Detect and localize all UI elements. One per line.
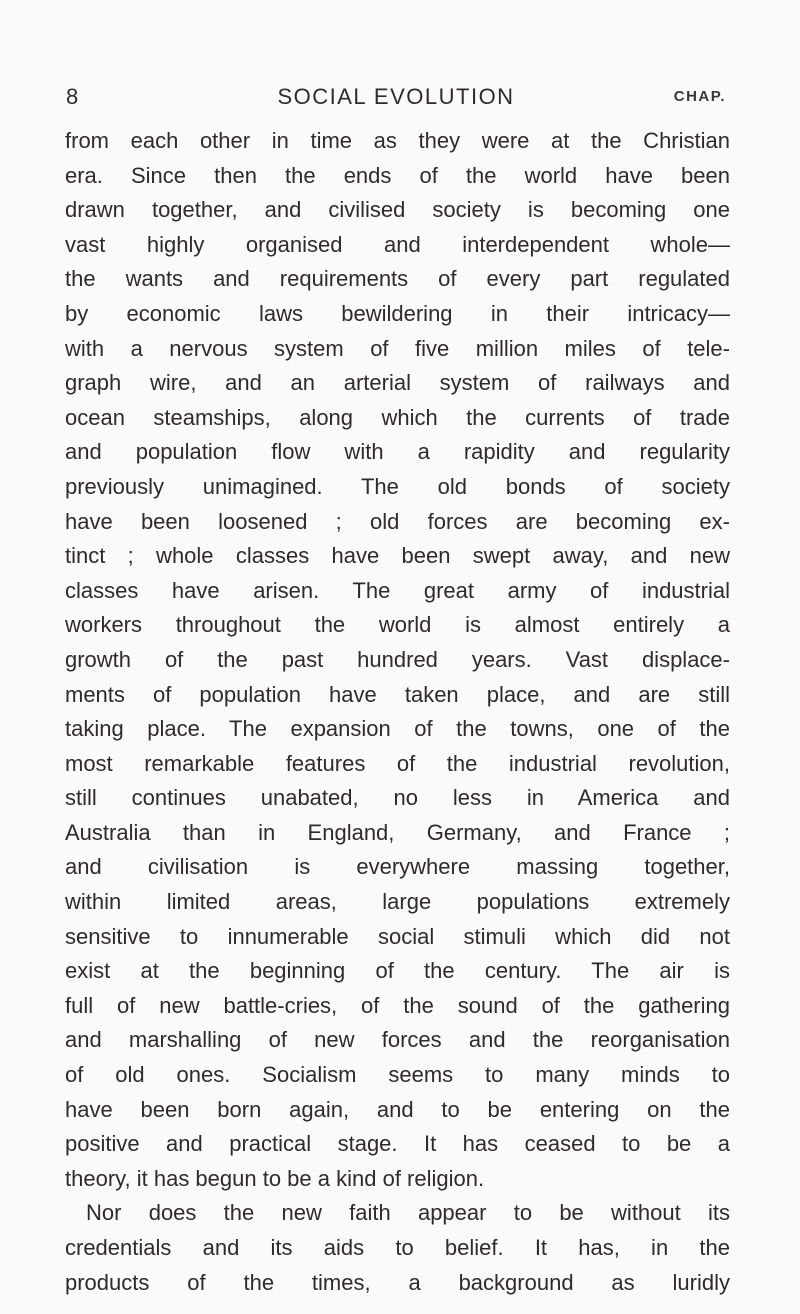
chapter-abbreviation: CHAP. [673, 88, 726, 105]
text-line: most remarkable features of the industrial revolution, [65, 750, 730, 776]
text-line: drawn together, and civilised society is becoming one [65, 197, 730, 223]
text-line: full of new battle-cries, of the sound of the gathering [65, 992, 730, 1018]
text-line: sensitive to innumerable social stimuli which did not [65, 923, 730, 949]
text-line: and civilisation is everywhere massing together, [65, 854, 730, 880]
text-line: and population flow with a rapidity and regularity [65, 439, 730, 465]
text-line: of old ones. Socialism seems to many minds to [65, 1062, 730, 1088]
text-line: graph wire, and an arterial system of railways and [65, 370, 730, 396]
text-line: ments of population have taken place, and are still [65, 681, 730, 707]
text-line: and marshalling of new forces and the reorganisation [65, 1027, 730, 1053]
text-line: theory, it has begun to be a kind of religion. [65, 1165, 485, 1191]
text-line: ocean steamships, along which the currents of trade [65, 404, 730, 430]
text-line: tinct ; whole classes have been swept away, and new [65, 543, 730, 569]
text-line: from each other in time as they were at the Christian [65, 128, 730, 153]
page-number: 8 [66, 84, 79, 109]
text-line: the wants and requirements of every part regulated [65, 266, 730, 292]
text-line: growth of the past hundred years. Vast displace- [65, 646, 730, 672]
text-line: have been loosened ; old forces are becoming ex- [65, 508, 730, 534]
text-line: by economic laws bewildering in their intricacy— [65, 300, 730, 326]
text-line: Nor does the new faith appear to be without its [86, 1200, 730, 1226]
text-line: classes have arisen. The great army of industrial [65, 577, 730, 603]
text-line: with a nervous system of five million miles of tele- [65, 335, 730, 361]
running-head [66, 84, 726, 114]
text-line: credentials and its aids to belief. It has, in the [65, 1235, 730, 1260]
running-title: SOCIAL EVOLUTION [277, 84, 515, 109]
text-line: products of the times, a background as luridly [65, 1269, 730, 1295]
text-line: vast highly organised and interdependent whole— [65, 231, 730, 257]
text-line: still continues unabated, no less in America and [65, 785, 730, 811]
text-line: positive and practical stage. It has ceased to be a [65, 1131, 730, 1157]
text-line: era. Since then the ends of the world have been [65, 162, 730, 188]
text-line: workers throughout the world is almost entirely a [65, 612, 730, 638]
text-line: exist at the beginning of the century. The air is [65, 958, 730, 984]
text-line: taking place. The expansion of the towns, one of the [65, 716, 730, 742]
body-text [65, 124, 730, 1300]
text-line: have been born again, and to be entering on the [65, 1096, 730, 1122]
text-line: previously unimagined. The old bonds of society [65, 473, 730, 499]
text-line: within limited areas, large populations extremely [65, 889, 730, 915]
text-line: Australia than in England, Germany, and France ; [65, 819, 730, 845]
